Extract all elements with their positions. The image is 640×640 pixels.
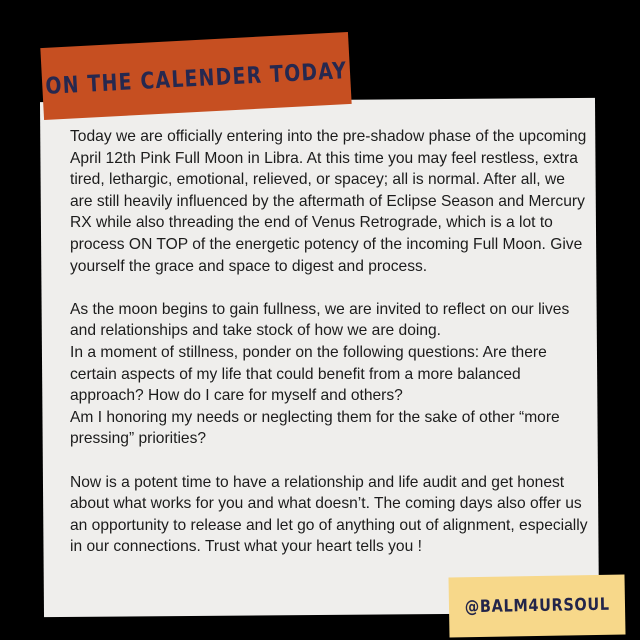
paragraph-intro: Today we are officially entering into the pre-shadow phase of the upcoming April 12th Pink Full Moon in Libra. At this time you may feel restless, extra tired, lethargic, emotional, relieved, or spacey; all is normal. After all, we are still heavily influenced by the aftermath of Eclipse Season and Mercury RX while also threading the end of Venus Retrograde, which is a lot to process ON TOP of the energetic potency of the incoming Full Moon. Give yourself the grace and space to digest and process.	[70, 128, 587, 275]
page-title: ON THE CALENDER TODAY	[44, 58, 348, 100]
paragraph-priorities: Am I honoring my needs or neglecting them for the sake of other “more pressing” priorities?	[70, 408, 560, 448]
paragraph-reflect: As the moon begins to gain fullness, we are invited to reflect on our lives and relationships and take stock of how we are doing.	[70, 300, 570, 340]
paragraph-audit: Now is a potent time to have a relationship and life audit and get honest about what works for you and what doesn’t. The coming days also offer us an opportunity to release and let go of anything out of alignment, especially in our connections. Trust what your heart tells you !	[70, 473, 588, 556]
account-handle: @BALM4URSOUL	[464, 594, 610, 618]
post-body	[70, 126, 590, 579]
paragraph-questions: In a moment of stillness, ponder on the following questions: Are there certain aspects of my life that could benefit from a more balanced approach? How do I care for myself and others?	[70, 343, 547, 405]
handle-tag	[448, 574, 625, 637]
